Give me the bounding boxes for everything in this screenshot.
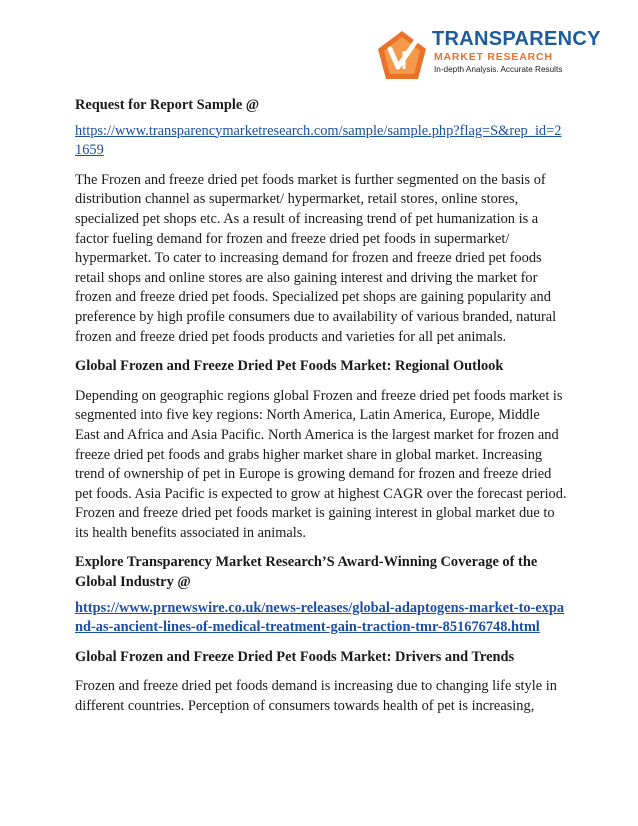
section-heading-drivers-trends: Global Frozen and Freeze Dried Pet Foods Market: Drivers and Trends bbox=[75, 648, 515, 665]
explore-coverage-link[interactable]: https://www.prnewswire.co.uk/news-releases/global-adaptogens-market-to-expand-as-ancient-lines-of-medical-treatment-gain-traction-tmr-851676748.html bbox=[75, 599, 565, 636]
company-logo bbox=[376, 26, 601, 88]
logo-tagline: In-depth Analysis. Accurate Results bbox=[434, 65, 563, 74]
paragraph-regional: Depending on geographic regions global Frozen and freeze dried pet foods market is segmented into five key regions: North America, Latin America, Europe, Middle East and Africa and Asia Pacific. North America is the largest market for frozen and freeze dried pet foods and grabs higher market share in global market. Increasing trend of ownership of pet in Europe is growing demand for frozen and freeze dried pet foods. Asia Pacific is expected to grow at highest CAGR over the forecast period. Frozen and freeze dried pet foods market is gaining interest in global market due to its health benefits associated in animals. bbox=[75, 387, 567, 541]
sample-request-link[interactable]: https://www.transparencymarketresearch.com/sample/sample.php?flag=S&rep_id=21659 bbox=[75, 122, 562, 159]
logo-subtitle: MARKET RESEARCH bbox=[434, 51, 553, 63]
paragraph-drivers: Frozen and freeze dried pet foods demand is increasing due to changing life style in different countries. Perception of consumers towards health of pet is increasing, bbox=[75, 678, 557, 715]
section-heading-regional-outlook: Global Frozen and Freeze Dried Pet Foods Market: Regional Outlook bbox=[75, 358, 504, 375]
paragraph-distribution: The Frozen and freeze dried pet foods market is further segmented on the basis of distribution channel as supermarket/ hypermarket, retail stores, online stores, specialized pet shops etc. As a result of increasing trend of pet humanization is a factor fueling demand for frozen and freeze dried pet foods in supermarket/ hypermarket. To cater to increasing demand for frozen and freeze dried pet foods retail shops and online stores are also gaining interest and driving the market for frozen and freeze dried pet foods. Specialized pet shops are gaining popularity and preference by high profile consumers due to availability of various branded, natural frozen and freeze dried pet foods products and varieties for all pet animals. bbox=[75, 171, 557, 345]
explore-coverage-label: Explore Transparency Market Research’S Award-Winning Coverage of the Global Industry @ bbox=[75, 554, 538, 591]
logo-title: TRANSPARENCY bbox=[432, 28, 601, 50]
document-body bbox=[75, 96, 567, 723]
sample-request-label: Request for Report Sample @ bbox=[75, 97, 260, 113]
transparency-logo-icon bbox=[376, 29, 428, 81]
